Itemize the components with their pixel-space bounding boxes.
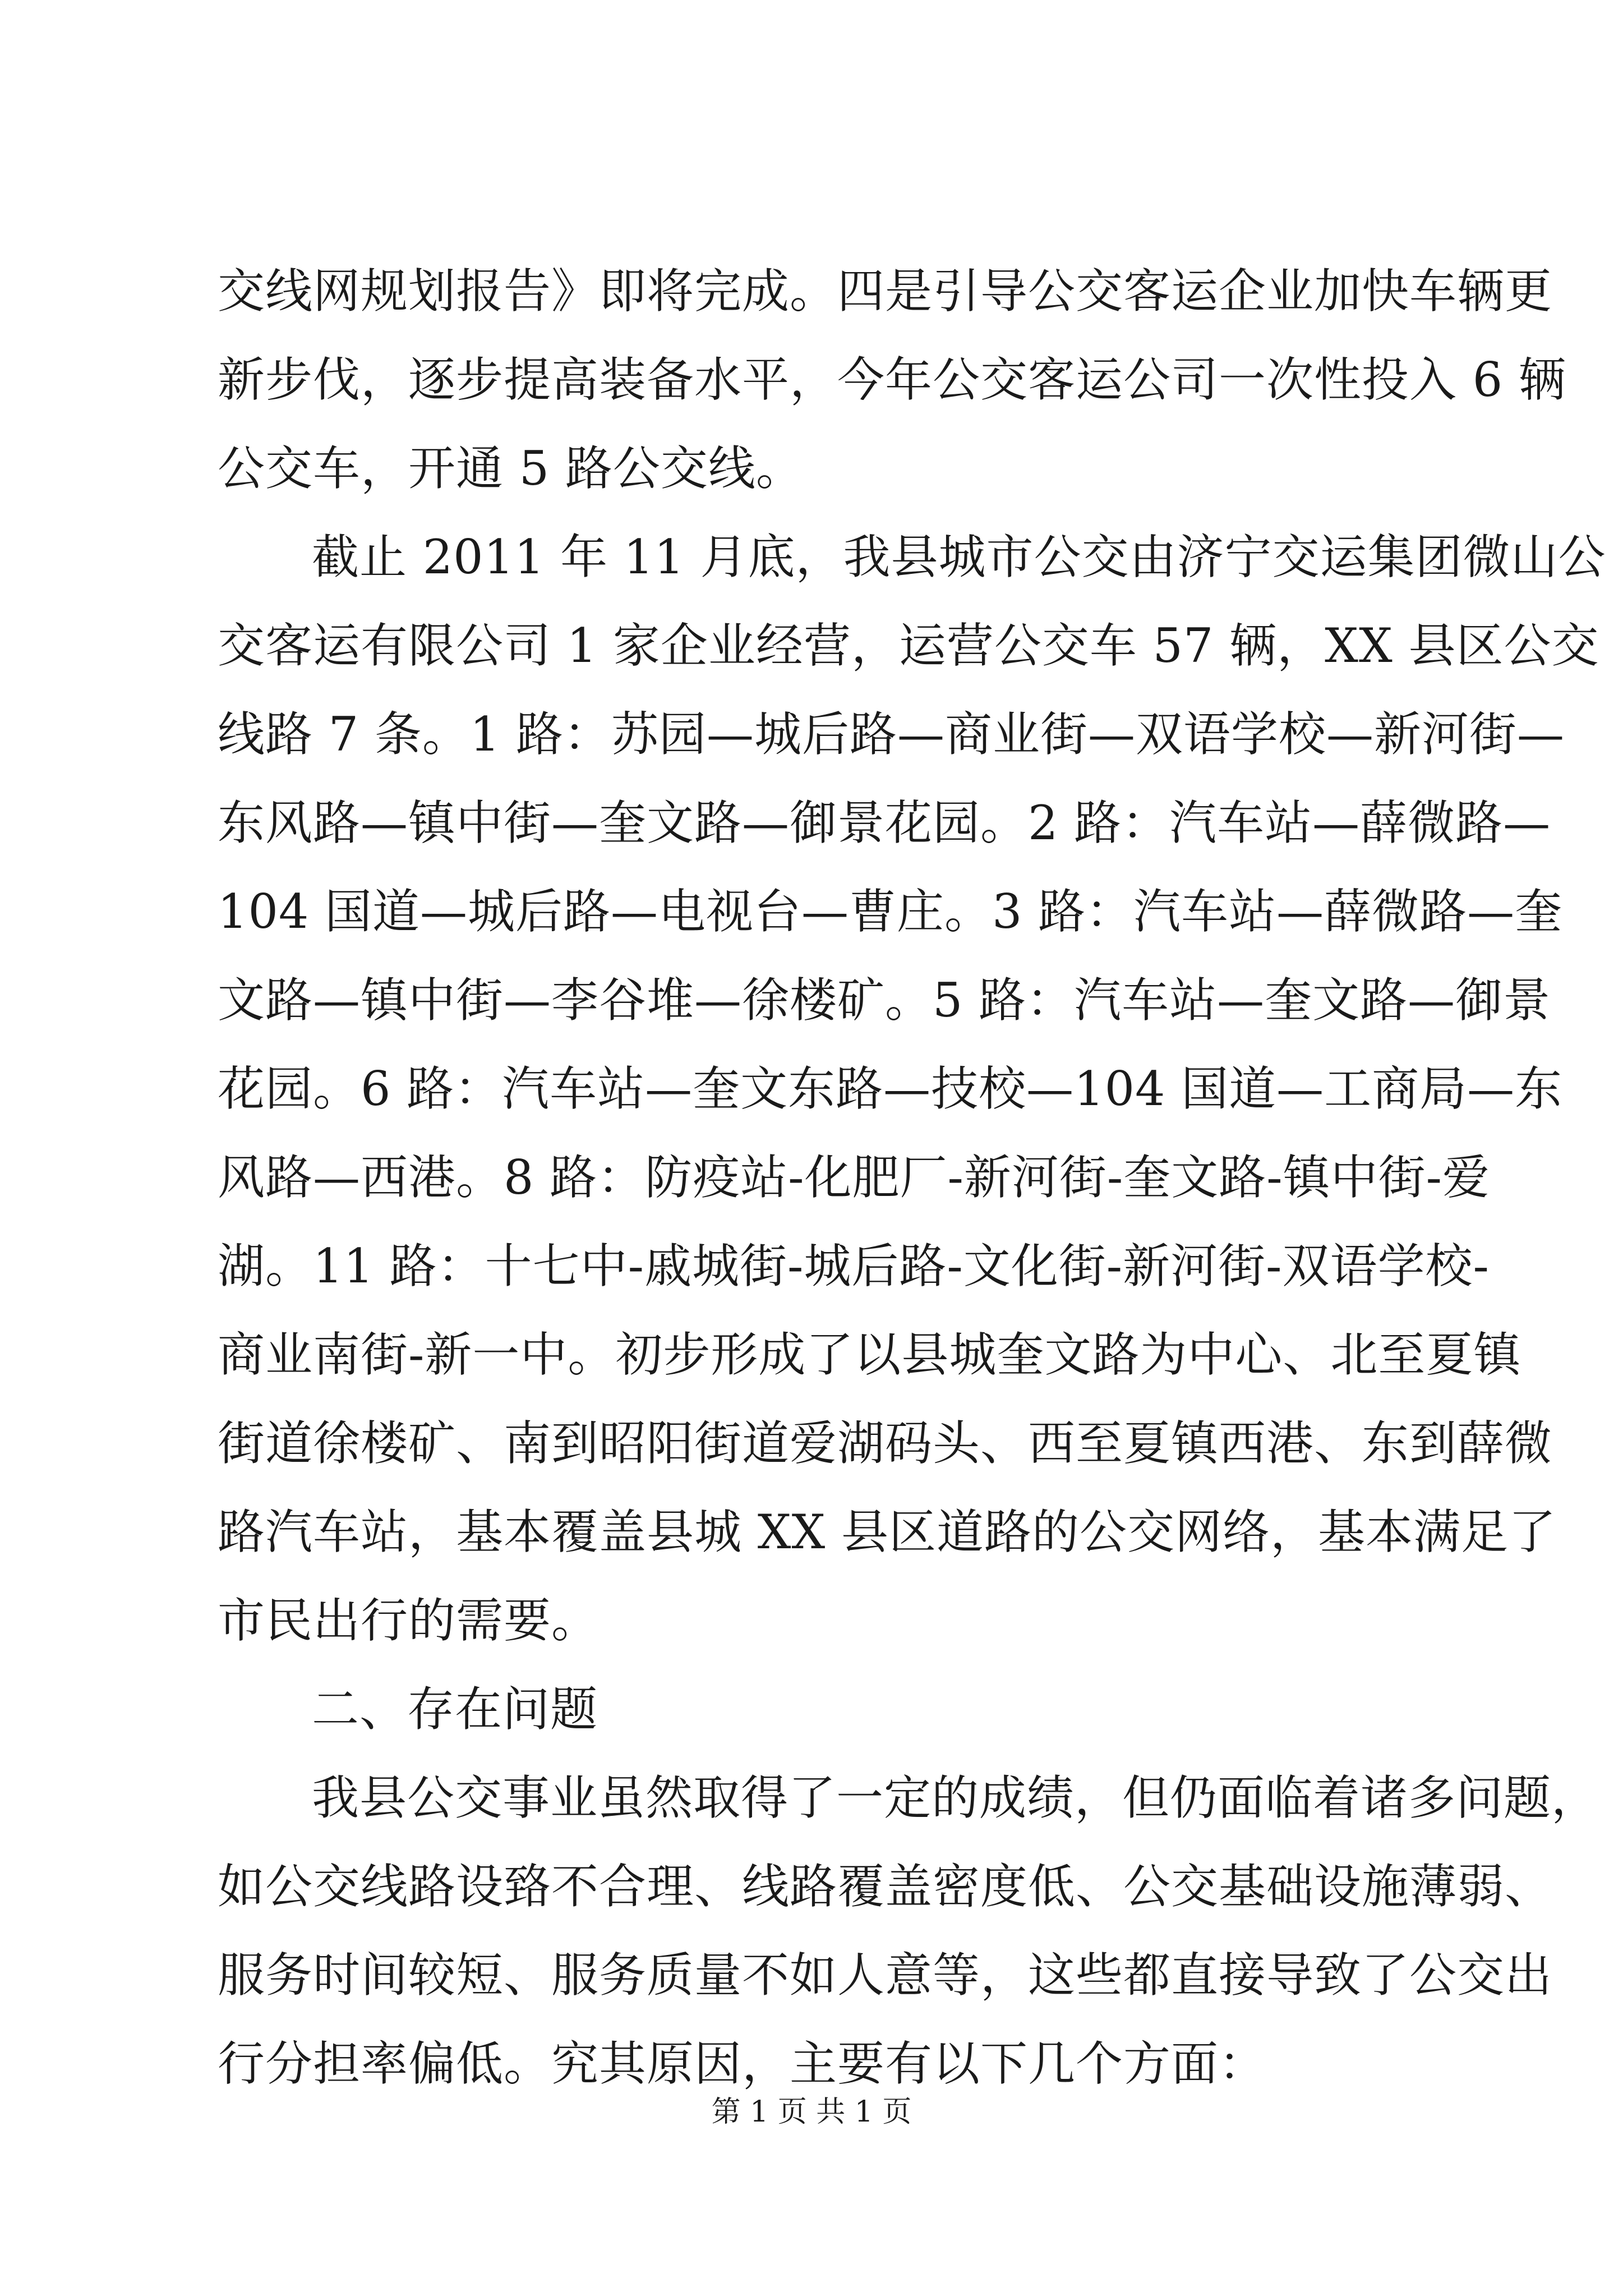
- text-line: 公交车，开通 5 路公交线。: [218, 441, 804, 496]
- text-line: 服务时间较短、服务质量不如人意等，这些都直接导致了公交出: [218, 1948, 1553, 2003]
- paragraph-start-line: 我县公交事业虽然取得了一定的成绩，但仍面临着诸多问题，: [312, 1770, 1599, 1825]
- paragraph-start-line: 截止 2011 年 11 月底，我县城市公交由济宁交运集团微山公: [312, 530, 1606, 585]
- text-line: 104 国道—城后路—电视台—曹庄。3 路：汽车站—薛微路—奎: [218, 884, 1563, 939]
- text-line: 花园。6 路：汽车站—奎文东路—技校—104 国道—工商局—东: [218, 1061, 1563, 1116]
- document-body: [218, 247, 1606, 2108]
- page-footer: [0, 2092, 1623, 2132]
- text-line: 线路 7 条。1 路：苏园—城后路—商业街—双语学校—新河街—: [218, 707, 1565, 762]
- text-line: 东风路—镇中街—奎文路—御景花园。2 路：汽车站—薛微路—: [218, 795, 1551, 850]
- text-line: 交客运有限公司 1 家企业经营，运营公交车 57 辆，XX 县区公交: [218, 618, 1599, 673]
- text-line: 如公交线路设臵不合理、线路覆盖密度低、公交基础设施薄弱、: [218, 1859, 1553, 1914]
- text-line: 风路—西港。8 路：防疫站-化肥厂-新河街-奎文路-镇中街-爱: [218, 1150, 1491, 1205]
- section-heading: 二、存在问题: [312, 1682, 598, 1737]
- text-line: 湖。11 路：十七中-戚城街-城后路-文化街-新河街-双语学校-: [218, 1239, 1490, 1294]
- text-line: 新步伐，逐步提高装备水平，今年公交客运公司一次性投入 6 辆: [218, 352, 1566, 407]
- text-line: 交线网规划报告》即将完成。四是引导公交客运企业加快车辆更: [218, 264, 1553, 319]
- text-line: 商业南街-新一中。初步形成了以县城奎文路为中心、北至夏镇: [218, 1327, 1521, 1382]
- page-number: 第 1 页 共 1 页: [711, 2095, 912, 2129]
- text-line: 路汽车站，基本覆盖县城 XX 县区道路的公交网络，基本满足了: [218, 1504, 1557, 1559]
- text-line: 街道徐楼矿、南到昭阳街道爱湖码头、西至夏镇西港、东到薛微: [218, 1416, 1553, 1471]
- text-line: 市民出行的需要。: [218, 1593, 600, 1648]
- text-line: 文路—镇中街—李谷堆—徐楼矿。5 路：汽车站—奎文路—御景: [218, 973, 1551, 1028]
- text-line: 行分担率偏低。究其原因，主要有以下几个方面：: [218, 2036, 1267, 2091]
